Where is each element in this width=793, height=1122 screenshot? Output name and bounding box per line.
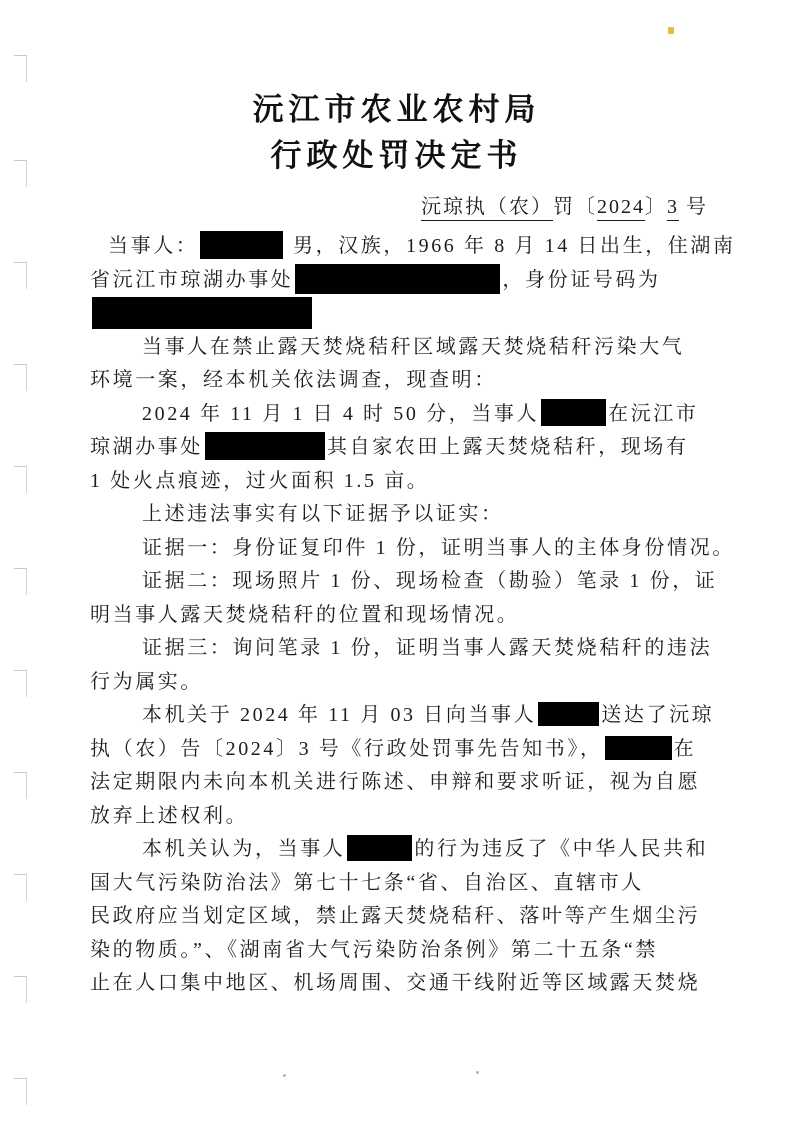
body-line bbox=[90, 364, 730, 398]
body-line bbox=[90, 599, 730, 633]
body-text: 国大气污染防治法》第七十七条“省、自治区、直辖市人 bbox=[90, 871, 644, 894]
redaction-box bbox=[92, 297, 312, 329]
doc-number-segment: 罚〔 bbox=[553, 196, 597, 218]
body-line bbox=[90, 800, 730, 834]
scan-speck bbox=[283, 1074, 286, 1077]
body-text: 琼湖办事处 bbox=[90, 436, 203, 458]
body-text: 男，汉族，1966 年 8 月 14 日出生，住湖南 bbox=[285, 235, 736, 257]
redaction-box bbox=[200, 231, 283, 259]
body-text: 法定期限内未向本机关进行陈述、申辩和要求听证，视为自愿 bbox=[90, 771, 701, 793]
body-text: 民政府应当划定区域，禁止露天焚烧秸秆、落叶等产生烟尘污 bbox=[90, 905, 701, 927]
body-text: 执（农）告〔2024〕3 号《行政处罚事先告知书》， bbox=[90, 737, 603, 760]
body-text: 证据二：现场照片 1 份、现场检查（勘验）笔录 1 份，证 bbox=[142, 570, 718, 592]
scan-binding-mark bbox=[14, 874, 27, 901]
redaction-box bbox=[541, 399, 606, 426]
redaction-box bbox=[295, 264, 500, 294]
redaction-box bbox=[605, 736, 672, 760]
doc-number-underlined-segment: 3 bbox=[667, 196, 679, 221]
body-line bbox=[90, 398, 730, 432]
body-line bbox=[90, 498, 730, 532]
body-line bbox=[90, 264, 730, 298]
doc-type-title: 行政处罚决定书 bbox=[270, 138, 523, 173]
scan-binding-mark bbox=[14, 262, 27, 289]
doc-number-segment: 〕 bbox=[645, 196, 667, 218]
body-text: 2024 年 11 月 1 日 4 时 50 分，当事人 bbox=[142, 402, 540, 425]
scan-binding-mark bbox=[14, 568, 27, 595]
scan-speck bbox=[476, 1071, 479, 1074]
scan-binding-mark bbox=[14, 1078, 27, 1105]
redaction-box bbox=[205, 432, 325, 460]
body-text: 送达了沅琼 bbox=[601, 704, 715, 726]
doc-number-underlined-segment: 2024 bbox=[597, 196, 645, 221]
doc-number bbox=[421, 190, 708, 219]
body-text: 1 处火点痕迹，过火面积 1.5 亩。 bbox=[90, 469, 430, 492]
body-text: 行为属实。 bbox=[90, 670, 203, 693]
body-text: 其自家农田上露天焚烧秸秆，现场有 bbox=[327, 436, 689, 458]
body-text: 明当事人露天焚烧秸秆的位置和现场情况。 bbox=[90, 603, 520, 626]
scan-binding-mark bbox=[14, 772, 27, 799]
body-line bbox=[90, 900, 730, 934]
document-body bbox=[90, 230, 736, 1001]
body-text: 止在人口集中地区、机场周围、交通干线附近等区域露天焚烧 bbox=[90, 972, 701, 994]
body-line bbox=[90, 632, 730, 666]
body-text: 在 bbox=[673, 737, 697, 760]
scan-binding-mark bbox=[14, 55, 27, 82]
body-line bbox=[90, 297, 730, 331]
redaction-box bbox=[538, 702, 599, 726]
body-text: 省沅江市琼湖办事处 bbox=[90, 268, 294, 291]
body-text: 证据三：询问笔录 1 份，证明当事人露天焚烧秸秆的违法 bbox=[142, 637, 713, 659]
body-line bbox=[90, 565, 730, 599]
body-line bbox=[90, 532, 735, 566]
body-text: 在沅江市 bbox=[608, 402, 699, 425]
body-text: 染的物质。”、《湖南省大气污染防治条例》第二十五条“禁 bbox=[90, 938, 658, 961]
scan-binding-mark bbox=[14, 670, 27, 697]
yellow-fleck bbox=[668, 27, 674, 34]
body-text: ，身份证号码为 bbox=[502, 268, 661, 291]
body-text: 本机关于 2024 年 11 月 03 日向当事人 bbox=[142, 704, 537, 726]
body-text: 的行为违反了《中华人民共和 bbox=[414, 838, 709, 860]
body-text: 当事人在禁止露天焚烧秸秆区域露天焚烧秸秆污染大气 bbox=[142, 335, 685, 358]
scan-binding-mark bbox=[14, 364, 27, 391]
body-line bbox=[90, 833, 730, 867]
body-line bbox=[90, 331, 730, 365]
redaction-box bbox=[347, 835, 412, 861]
body-line bbox=[90, 230, 736, 264]
body-text: 放弃上述权利。 bbox=[90, 804, 249, 827]
scan-binding-mark bbox=[14, 466, 27, 493]
body-line bbox=[90, 967, 730, 1001]
body-line bbox=[90, 766, 730, 800]
doc-number-underlined-segment: 沅琼执（农） bbox=[421, 196, 553, 221]
body-text: 证据一：身份证复印件 1 份，证明当事人的主体身份情况。 bbox=[142, 536, 735, 559]
body-line bbox=[90, 699, 730, 733]
body-line bbox=[90, 431, 730, 465]
doc-number-segment: 号 bbox=[679, 196, 708, 218]
body-line bbox=[90, 733, 730, 767]
scan-binding-mark bbox=[14, 976, 27, 1003]
body-text: 上述违法事实有以下证据予以证实： bbox=[142, 503, 504, 525]
body-line bbox=[90, 666, 730, 700]
body-text: 本机关认为，当事人 bbox=[142, 838, 346, 860]
body-text: 当事人： bbox=[108, 235, 199, 257]
body-line bbox=[90, 934, 730, 968]
agency-title: 沅江市农业农村局 bbox=[252, 92, 541, 127]
body-text: 环境一案，经本机关依法调查，现查明： bbox=[90, 369, 497, 391]
body-line bbox=[90, 465, 730, 499]
body-line bbox=[90, 867, 730, 901]
scan-binding-mark bbox=[14, 160, 27, 187]
